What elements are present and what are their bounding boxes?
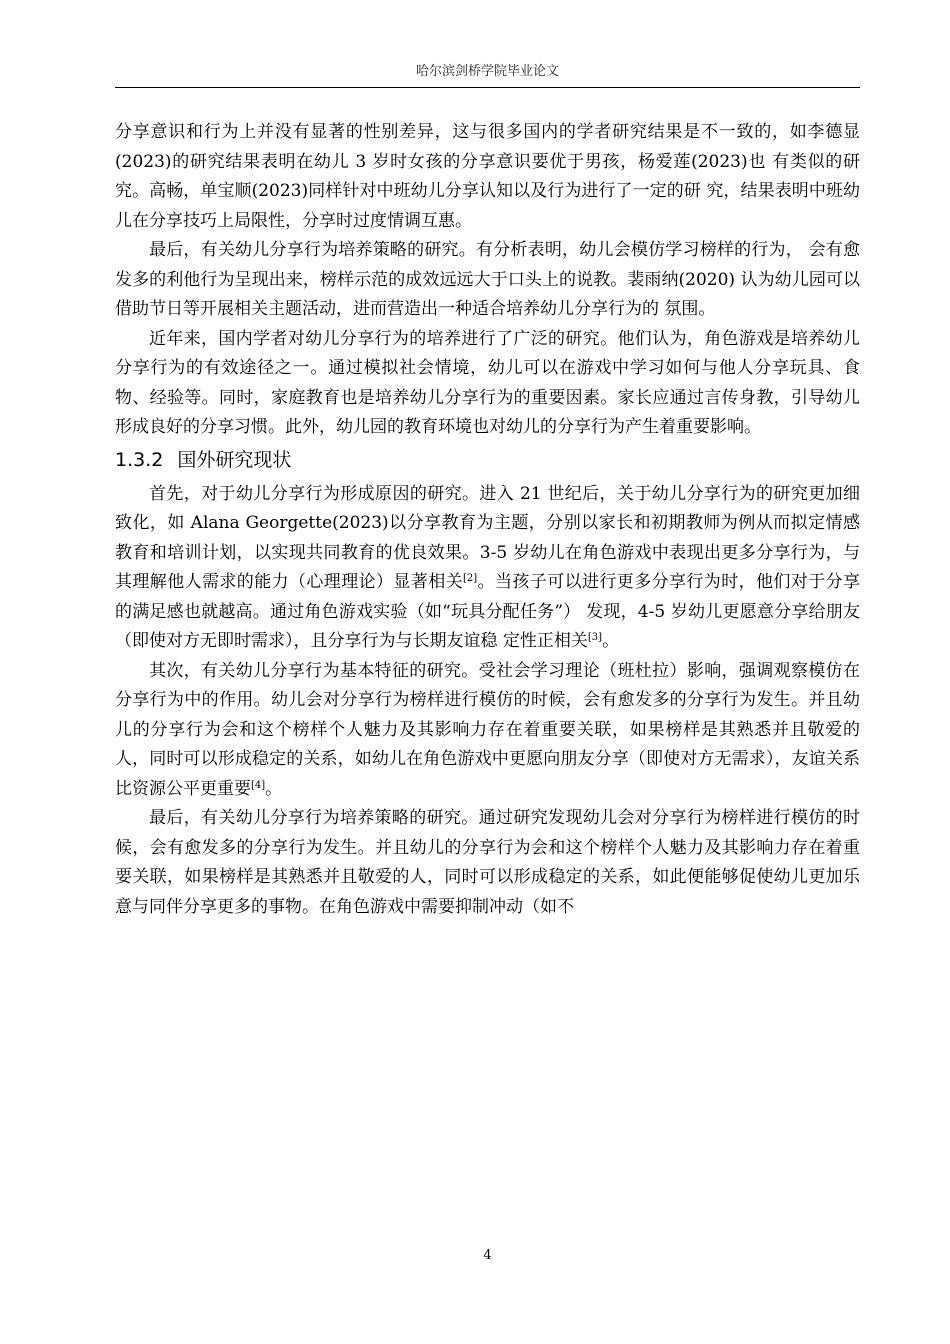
paragraph xyxy=(115,480,860,657)
paragraph-text: 。 xyxy=(265,778,283,799)
citation-ref: [2] xyxy=(463,573,478,584)
citation-ref: [4] xyxy=(251,779,266,791)
header-rule xyxy=(115,87,860,88)
section-title: 国外研究现状 xyxy=(177,448,292,471)
section-number: 1.3.2 xyxy=(115,448,164,471)
paragraph: 最后，有关幼儿分享行为培养策略的研究。通过研究发现幼儿会对分享行为榜样进行模仿的时候，会有愈发多的分享行为发生。并且幼儿的分享行为会和这个榜样个人魅力及其影响力存在着重要关联，如果榜样是其熟悉并且敬爱的人，同时可以形成稳定的关系，如此便能够促使幼儿更加乐意与同伴分享更多的事物。在角色游戏中需要抑制冲动（如不 xyxy=(115,808,860,917)
body-text xyxy=(115,118,860,922)
paragraph-text: 。当孩子可以进行更多分享行为时，他们对于分享的满足感也就越高。通过角色游戏实验（如“玩具分配任务”） 发现，4-5 岁幼儿更愿意分享给朋友（即使对方无即时需求），且分享行为与长期友谊稳 定性正相关 xyxy=(115,572,861,651)
paragraph-text: 。 xyxy=(602,631,620,651)
paragraph: 最后，有关幼儿分享行为培养策略的研究。有分析表明，幼儿会模仿学习榜样的行为， 会有愈发多的利他行为呈现出来，榜样示范的成效远远大于口头上的说教。裴雨纳(2020) 认为幼儿园可以借助节日等开展相关主题活动，进而营造出一种适合培养幼儿分享行为的 氛围。 xyxy=(115,240,860,319)
paragraph: 近年来，国内学者对幼儿分享行为的培养进行了广泛的研究。他们认为，角色游戏是培养幼儿分享行为的有效途径之一。通过模拟社会情境，幼儿可以在游戏中学习如何与他人分享玩具、食物、经验等。同时，家庭教育也是培养幼儿分享行为的重要因素。家长应通过言传身教，引导幼儿形成良好的分享习惯。此外，幼儿园的教育环境也对幼儿的分享行为产生着重要影响。 xyxy=(115,328,860,437)
page-number: 4 xyxy=(483,1248,492,1263)
paragraph-text: 首先，对于幼儿分享行为形成原因的研究。进入 21 世纪后，关于幼儿分享行为的研究更加细致化，如 Alana Georgette(2023)以分享教育为主题，分别以家长和初期教师为例从而拟定情感教育和培训计划，以实现共同教育的优良效果。3-5 岁幼儿在角色游戏中表现出更多分享行为，与其理解他人需求的能力（心理理论）显著相关 xyxy=(115,483,860,592)
paragraph xyxy=(115,657,860,805)
paragraph-text: 其次，有关幼儿分享行为基本特征的研究。受社会学习理论（班杜拉）影响，强调观察模仿在分享行为中的作用。幼儿会对分享行为榜样进行模仿的时候，会有愈发多的分享行为发生。并且幼儿的分享行为会和这个榜样个人魅力及其影响力存在着重要关联，如果榜样是其熟悉并且敬爱的人，同时可以形成稳定的关系，如幼儿在角色游戏中更愿向朋友分享（即使对方无需求），友谊关系比资源公平更重要 xyxy=(115,660,860,799)
section-heading xyxy=(115,445,860,476)
citation-ref: [3] xyxy=(587,632,603,643)
paragraph: 分享意识和行为上并没有显著的性别差异，这与很多国内的学者研究结果是不一致的，如李德显(2023)的研究结果表明在幼儿 3 岁时女孩的分享意识要优于男孩，杨爱莲(2023)也 有类似的研究。高畅，单宝顺(2023)同样针对中班幼儿分享认知以及行为进行了一定的研 究，结果表明中班幼儿在分享技巧上局限性，分享时过度情调互惠。 xyxy=(115,122,860,231)
running-header: 哈尔滨剑桥学院毕业论文 xyxy=(415,64,559,79)
